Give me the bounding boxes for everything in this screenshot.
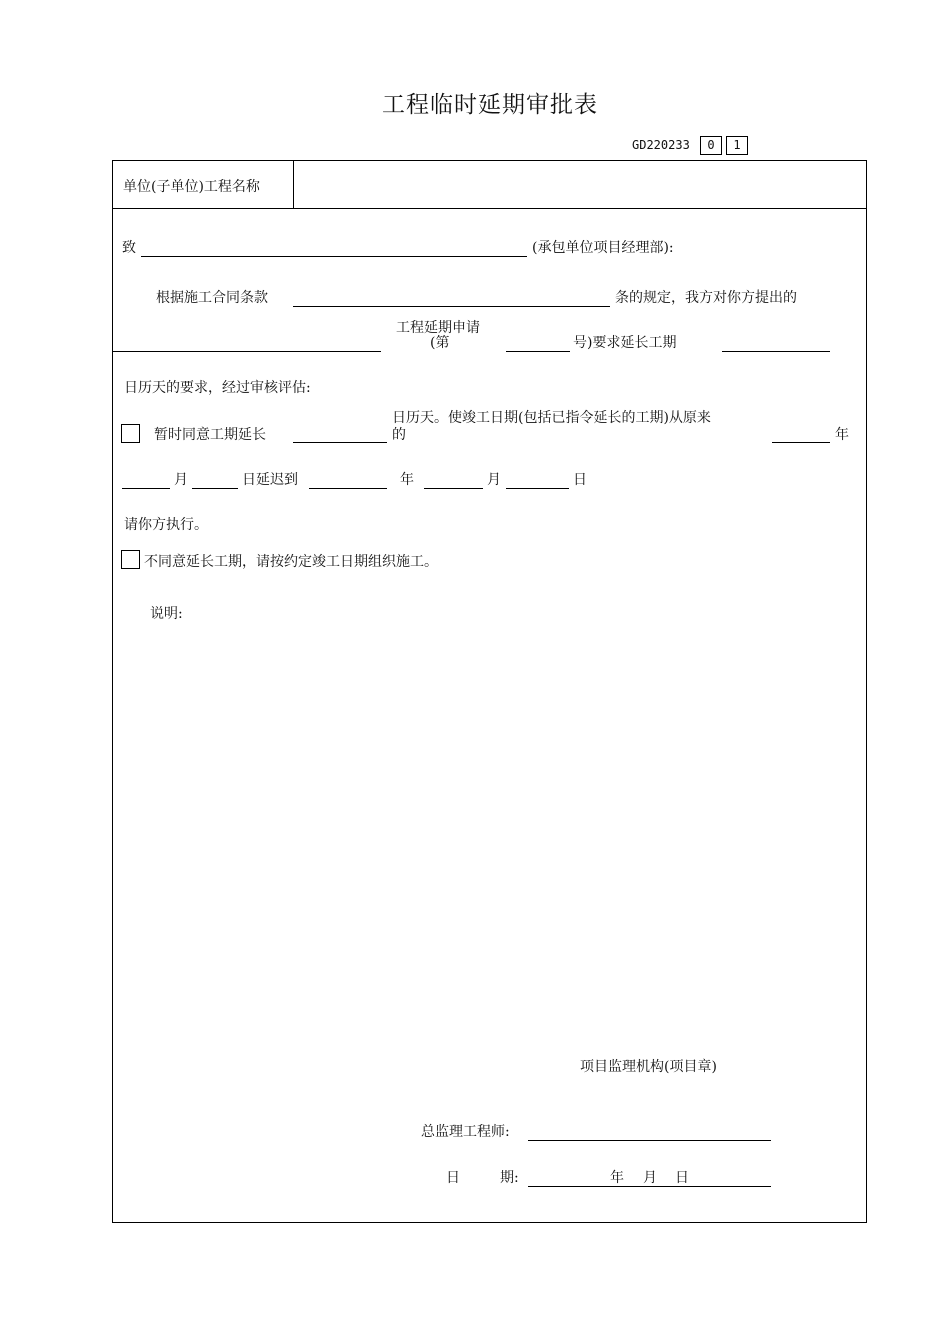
original-month-label: 月	[174, 472, 188, 488]
date-label-part1: 日	[446, 1170, 460, 1186]
remark-area[interactable]	[150, 625, 850, 1035]
date-year-label: 年	[610, 1170, 624, 1186]
page-title: 工程临时延期审批表	[382, 92, 598, 118]
original-year-label: 年	[835, 427, 849, 443]
to-recipient-field[interactable]	[141, 256, 527, 257]
remark-label: 说明:	[150, 606, 183, 622]
org-seal-label: 项目监理机构(项目章)	[580, 1059, 717, 1075]
application-number-suffix: 号)要求延长工期	[573, 335, 677, 351]
to-suffix: (承包单位项目经理部):	[532, 240, 674, 256]
agree-middle-line2: 的	[392, 427, 406, 443]
form-code-digit-box: 0	[700, 136, 722, 155]
requested-days-field[interactable]	[722, 351, 830, 352]
clause-suffix: 条的规定，我方对你方提出的	[615, 290, 797, 306]
sign-date-field[interactable]	[528, 1186, 771, 1187]
agree-middle-line1: 日历天。使竣工日期(包括已指令延长的工期)从原来	[392, 410, 711, 426]
agree-checkbox[interactable]	[121, 424, 140, 443]
form-code-digit-box: 1	[726, 136, 748, 155]
application-number-field[interactable]	[506, 351, 570, 352]
new-month-label: 月	[487, 472, 501, 488]
new-day-label: 日	[573, 472, 587, 488]
new-year-label: 年	[400, 472, 414, 488]
date-label-part2: 期:	[500, 1170, 519, 1186]
original-day-field[interactable]	[192, 488, 238, 489]
days-requirement-text: 日历天的要求，经过审核评估:	[124, 380, 311, 396]
project-name-label: 单位(子单位)工程名称	[123, 179, 260, 195]
original-month-field[interactable]	[122, 488, 170, 489]
project-name-field[interactable]	[304, 176, 854, 198]
chief-engineer-label: 总监理工程师:	[421, 1124, 510, 1140]
date-day-label: 日	[675, 1170, 689, 1186]
new-year-field[interactable]	[309, 488, 387, 489]
new-month-field[interactable]	[424, 488, 483, 489]
date-month-label: 月	[643, 1170, 657, 1186]
header-bottom-line	[113, 208, 866, 209]
clause-prefix: 根据施工合同条款	[156, 290, 268, 306]
agree-label: 暂时同意工期延长	[154, 427, 266, 443]
delay-to-label: 日延迟到	[242, 472, 298, 488]
chief-engineer-signature-field[interactable]	[528, 1140, 771, 1141]
application-label-line2: (第	[430, 335, 450, 351]
header-divider	[293, 161, 294, 208]
clause-number-field[interactable]	[293, 306, 610, 307]
form-code: GD220233	[632, 138, 690, 152]
execute-text: 请你方执行。	[124, 517, 208, 533]
extension-days-field[interactable]	[293, 442, 387, 443]
application-label-line1: 工程延期申请	[396, 320, 480, 336]
new-day-field[interactable]	[506, 488, 569, 489]
disagree-label: 不同意延长工期，请按约定竣工日期组织施工。	[144, 554, 438, 570]
applicant-field[interactable]	[113, 351, 381, 352]
to-prefix: 致	[122, 240, 136, 256]
original-year-field[interactable]	[772, 442, 830, 443]
disagree-checkbox[interactable]	[121, 550, 140, 569]
